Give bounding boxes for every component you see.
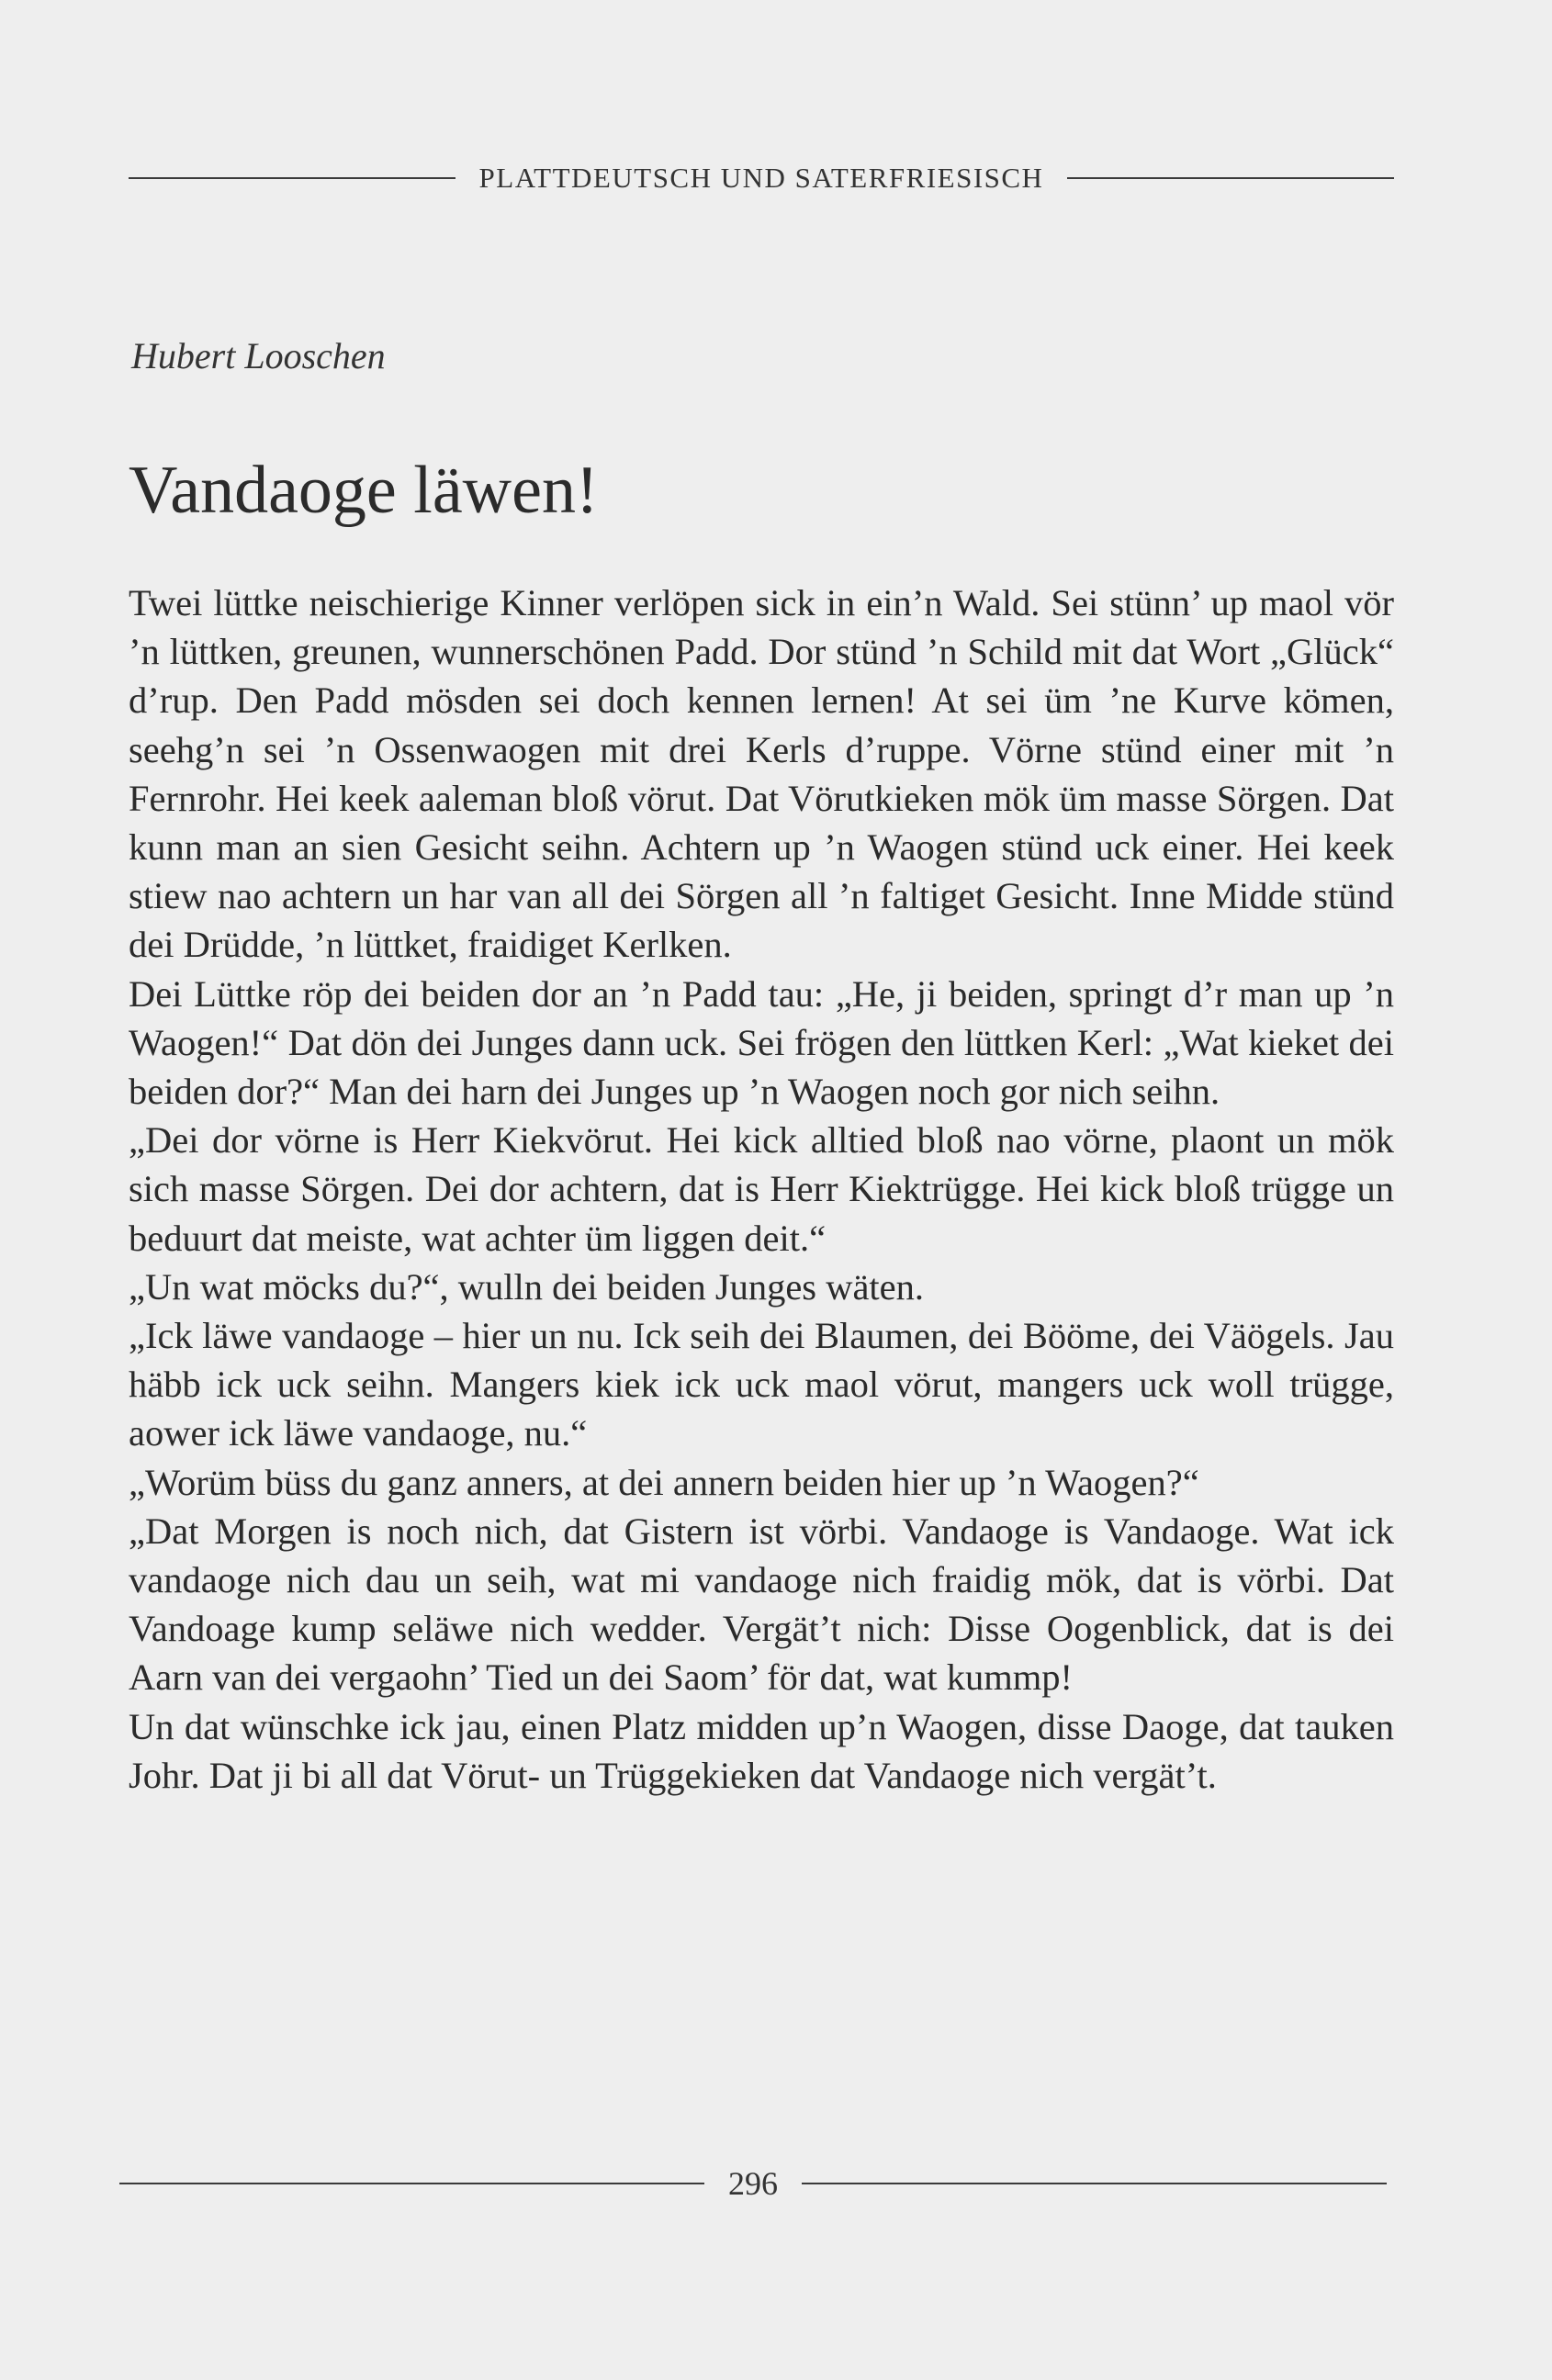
paragraph: „Dei dor vörne is Herr Kiekvörut. Hei kick alltied bloß nao vörne, plaont un mök sich masse Sörgen. Dei dor achtern, dat is Herr Kiektrügge. Hei kick bloß trügge un beduurt dat meiste, wat achter üm liggen deit.“ — [129, 1119, 1394, 1259]
article-body — [129, 578, 1394, 1800]
paragraph: Dei Lüttke röp dei beiden dor an ’n Padd tau: „He, ji beiden, springt d’r man up ’n Waogen!“ Dat dön dei Junges dann uck. Sei frögen den lüttken Kerl: „Wat kieket dei beiden dor?“ Man dei harn dei Junges up ’n Waogen noch gor nich seihn. — [129, 972, 1394, 1113]
article-title: Vandaoge läwen! — [129, 453, 599, 528]
paragraph: „Un wat möcks du?“, wulln dei beiden Junges wäten. — [129, 1265, 925, 1308]
paragraph: „Dat Morgen is noch nich, dat Gistern ist vörbi. Vandaoge is Vandaoge. Wat ick vandaoge nich dau un seih, wat mi vandaoge nich fraidig mök, dat is vörbi. Dat Vandoage kump seläwe nich wedder. Vergät’t nich: Disse Oogenblick, dat is dei Aarn van dei vergaohn’ Tied un dei Saom’ för dat, wat kummp! — [129, 1510, 1394, 1699]
running-title: PLATTDEUTSCH UND SATERFRIESISCH — [478, 162, 1044, 194]
header-rule-right — [1067, 177, 1394, 179]
footer-rule-right — [802, 2183, 1387, 2184]
running-header — [129, 158, 1394, 198]
author-name: Hubert Looschen — [131, 335, 386, 376]
footer-rule-left — [119, 2183, 704, 2184]
paragraph: „Ick läwe vandaoge – hier un nu. Ick seih dei Blaumen, dei Bööme, dei Väögels. Jau häbb ick uck seihn. Mangers kiek ick uck maol vörut, mangers uck woll trügge, aower ick läwe vandaoge, nu.“ — [129, 1315, 1394, 1454]
header-rule-left — [129, 177, 455, 179]
page-footer — [119, 2163, 1387, 2204]
page-number: 296 — [728, 2165, 778, 2202]
paragraph: Un dat wünschke ick jau, einen Platz midden up’n Waogen, disse Daoge, dat tauken Johr. Dat ji bi all dat Vörut- un Trüggekieken dat Vandaoge nich vergät’t. — [129, 1705, 1394, 1796]
paragraph: „Worüm büss du ganz anners, at dei annern beiden hier up ’n Waogen?“ — [129, 1461, 1199, 1503]
paragraph: Twei lüttke neischierige Kinner verlöpen sick in ein’n Wald. Sei stünn’ up maol vör ’n lüttken, greunen, wunnerschönen Padd. Dor stünd ’n Schild mit dat Wort „Glück“ d’rup. Den Padd mösden sei doch kennen lernen! At sei üm ’ne Kurve kömen, seehg’n sei ’n Ossenwaogen mit drei Kerls d’ruppe. Vörne stünd einer mit ’n Fernrohr. Hei keek aaleman bloß vörut. Dat Vörutkieken mök üm masse Sörgen. Dat kunn man an sien Gesicht seihn. Achtern up ’n Waogen stünd uck einer. Hei keek stiew nao achtern un har van all dei Sörgen all ’n faltiget Gesicht. Inne Midde stünd dei Drüdde, ’n lüttket, fraidiget Kerlken. — [129, 582, 1394, 966]
